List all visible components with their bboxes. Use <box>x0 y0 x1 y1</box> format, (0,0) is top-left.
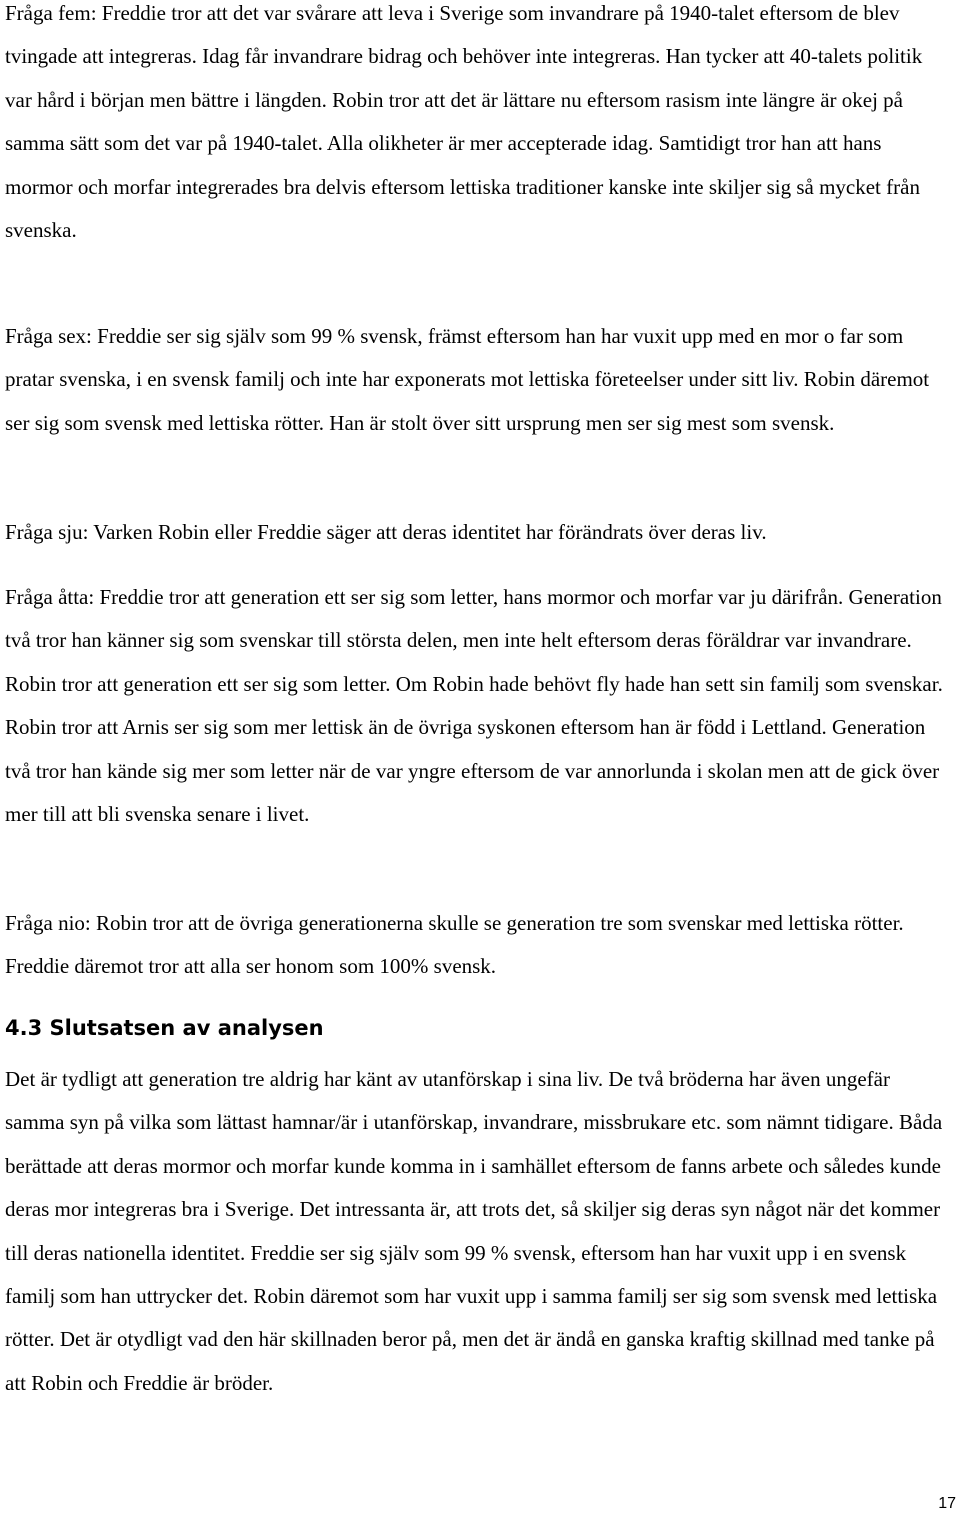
paragraph-question-eight: Fråga åtta: Freddie tror att generation ett ser sig som letter, hans mormor och morfar var ju därifrån. Generation två tror han känner sig som svenskar till största delen, men inte helt eftersom deras föräldrar var invandrare. Robin tror att generation ett ser sig som letter. Om Robin hade behövt fly hade han sett sin familj som svenskar. Robin tror att Arnis ser sig som mer lettisk än de övriga syskonen eftersom han är född i Lettland. Generation två tror han kände sig mer som letter när de var yngre eftersom de var annorlunda i skolan men att de gick över mer till att bli svenska senare i livet. <box>5 585 943 827</box>
section-heading: 4.3 Slutsatsen av analysen <box>5 1016 324 1040</box>
page-number: 17 <box>938 1495 956 1512</box>
paragraph-question-seven: Fråga sju: Varken Robin eller Freddie säger att deras identitet har förändrats över deras liv. <box>5 520 767 544</box>
paragraph-question-five: Fråga fem: Freddie tror att det var svårare att leva i Sverige som invandrare på 1940-talet eftersom de blev tvingade att integreras. Idag får invandrare bidrag och behöver inte integreras. Han tycker att 40-talets politik var hård i början men bättre i längden. Robin tror att det är lättare nu eftersom rasism inte längre är okej på samma sätt som det var på 1940-talet. Alla olikheter är mer accepterade idag. Samtidigt tror han att hans mormor och morfar integrerades bra delvis eftersom lettiska traditioner kanske inte skiljer sig så mycket från svenska. <box>5 1 923 243</box>
paragraph-question-six: Fråga sex: Freddie ser sig själv som 99 % svensk, främst eftersom han har vuxit upp med en mor o far som pratar svenska, i en svensk familj och inte har exponerats mot lettiska företeelser under sitt liv. Robin däremot ser sig som svensk med lettiska rötter. Han är stolt över sitt ursprung men ser sig mest som svensk. <box>5 324 930 435</box>
paragraph-conclusion: Det är tydligt att generation tre aldrig har känt av utanförskap i sina liv. De två bröderna har även ungefär samma syn på vilka som lättast hamnar/är i utanförskap, invandrare, missbrukare etc. som nämnt tidigare. Båda berättade att deras mormor och morfar kunde komma in i samhället eftersom de fanns arbete och således kunde deras mor integreras bra i Sverige. Det intressanta är, att trots det, så skiljer sig deras syn något när det kommer till deras nationella identitet. Freddie ser sig själv som 99 % svensk, eftersom han har vuxit upp i en svensk familj som han uttrycker det. Robin däremot som har vuxit upp i samma familj ser sig som svensk med lettiska rötter. Det är otydligt vad den här skillnaden beror på, men det är ändå en ganska kraftig skillnad med tanke på att Robin och Freddie är bröder. <box>5 1067 943 1395</box>
paragraph-question-nine: Fråga nio: Robin tror att de övriga generationerna skulle se generation tre som svenskar med lettiska rötter. Freddie däremot tror att alla ser honom som 100% svensk. <box>5 911 904 979</box>
